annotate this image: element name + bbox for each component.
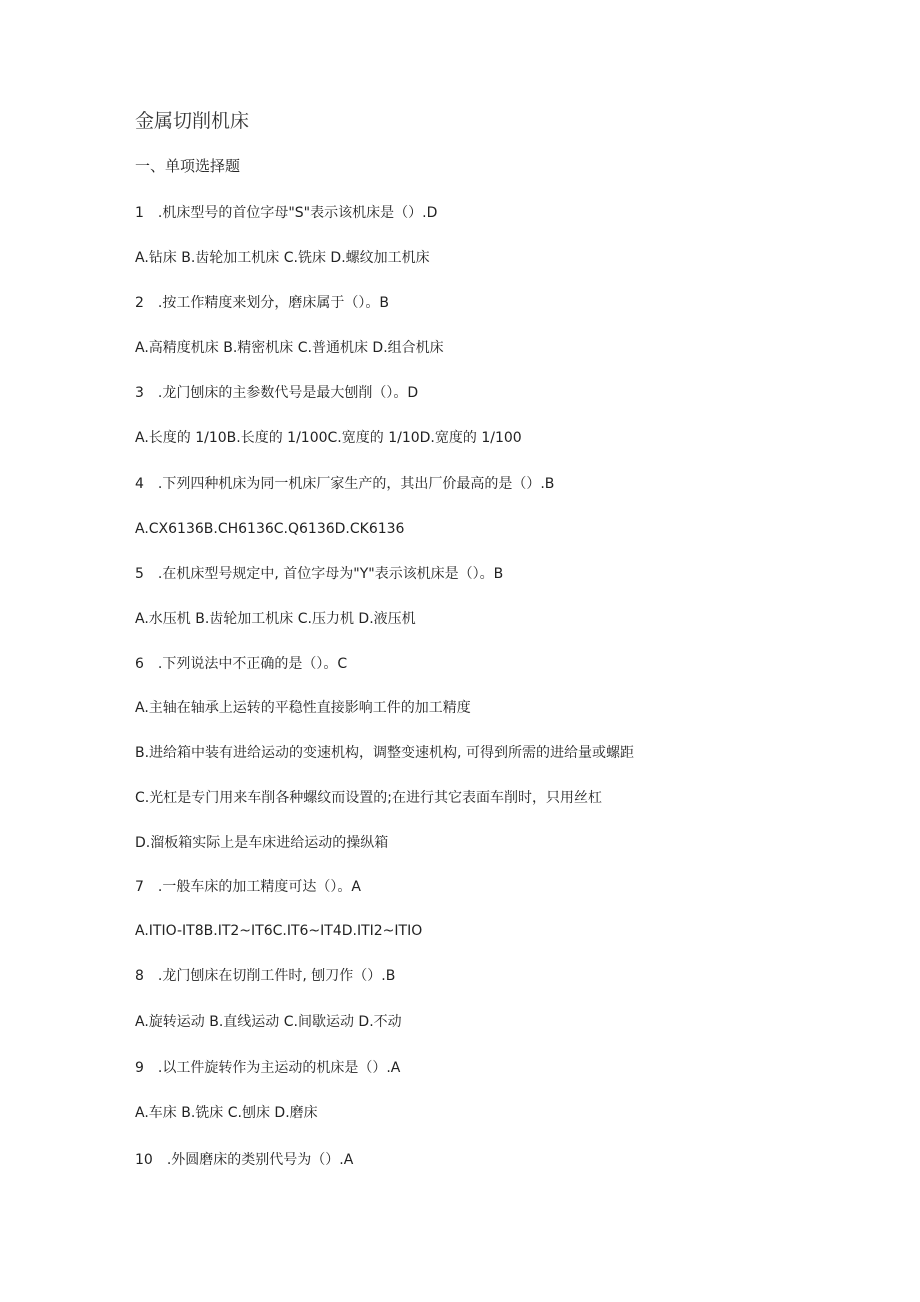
question-3: 3 .龙门刨床的主参数代号是最大刨削（）。D — [135, 385, 419, 401]
question-6-option-c: C.光杠是专门用来车削各种螺纹而设置的;在进行其它表面车削时，只用丝杠 — [135, 790, 602, 806]
question-10: 10 .外圆磨床的类别代号为（）.A — [135, 1152, 354, 1168]
question-8-options: A.旋转运动 B.直线运动 C.间歇运动 D.不动 — [135, 1014, 402, 1030]
question-7-options: A.ITIO-IT8B.IT2~IT6C.IT6~IT4D.ITI2~ITIO — [135, 923, 423, 939]
question-4: 4 .下列四种机床为同一机床厂家生产的，其出厂价最高的是（）.B — [135, 476, 555, 492]
question-1-options: A.钻床 B.齿轮加工机床 C.铣床 D.螺纹加工机床 — [135, 250, 430, 266]
question-9: 9 .以工件旋转作为主运动的机床是（）.A — [135, 1060, 401, 1076]
question-5-options: A.水压机 B.齿轮加工机床 C.压力机 D.液压机 — [135, 611, 416, 627]
question-7: 7 .一般车床的加工精度可达（）。A — [135, 879, 361, 895]
question-2: 2 .按工作精度来划分，磨床属于（）。B — [135, 295, 389, 311]
question-8: 8 .龙门刨床在切削工件时, 刨刀作（）.B — [135, 968, 396, 984]
question-6-option-d: D.溜板箱实际上是车床进给运动的操纵箱 — [135, 835, 389, 851]
question-6-option-a: A.主轴在轴承上运转的平稳性直接影响工件的加工精度 — [135, 700, 471, 716]
document-title: 金属切削机床 — [135, 110, 250, 132]
question-9-options: A.车床 B.铣床 C.刨床 D.磨床 — [135, 1105, 318, 1121]
question-5: 5 .在机床型号规定中, 首位字母为"Y"表示该机床是（）。B — [135, 566, 504, 582]
question-6-option-b: B.进给箱中装有进给运动的变速机构，调整变速机构, 可得到所需的进给量或螺距 — [135, 745, 634, 761]
question-1: 1 .机床型号的首位字母"S"表示该机床是（）.D — [135, 205, 438, 221]
question-2-options: A.高精度机床 B.精密机床 C.普通机床 D.组合机床 — [135, 340, 444, 356]
question-3-options: A.长度的 1/10B.长度的 1/100C.宽度的 1/10D.宽度的 1/100 — [135, 430, 522, 446]
question-6: 6 .下列说法中不正确的是（）。C — [135, 656, 348, 672]
section-heading: 一、单项选择题 — [135, 157, 241, 175]
question-4-options: A.CX6136B.CH6136C.Q6136D.CK6136 — [135, 521, 405, 537]
